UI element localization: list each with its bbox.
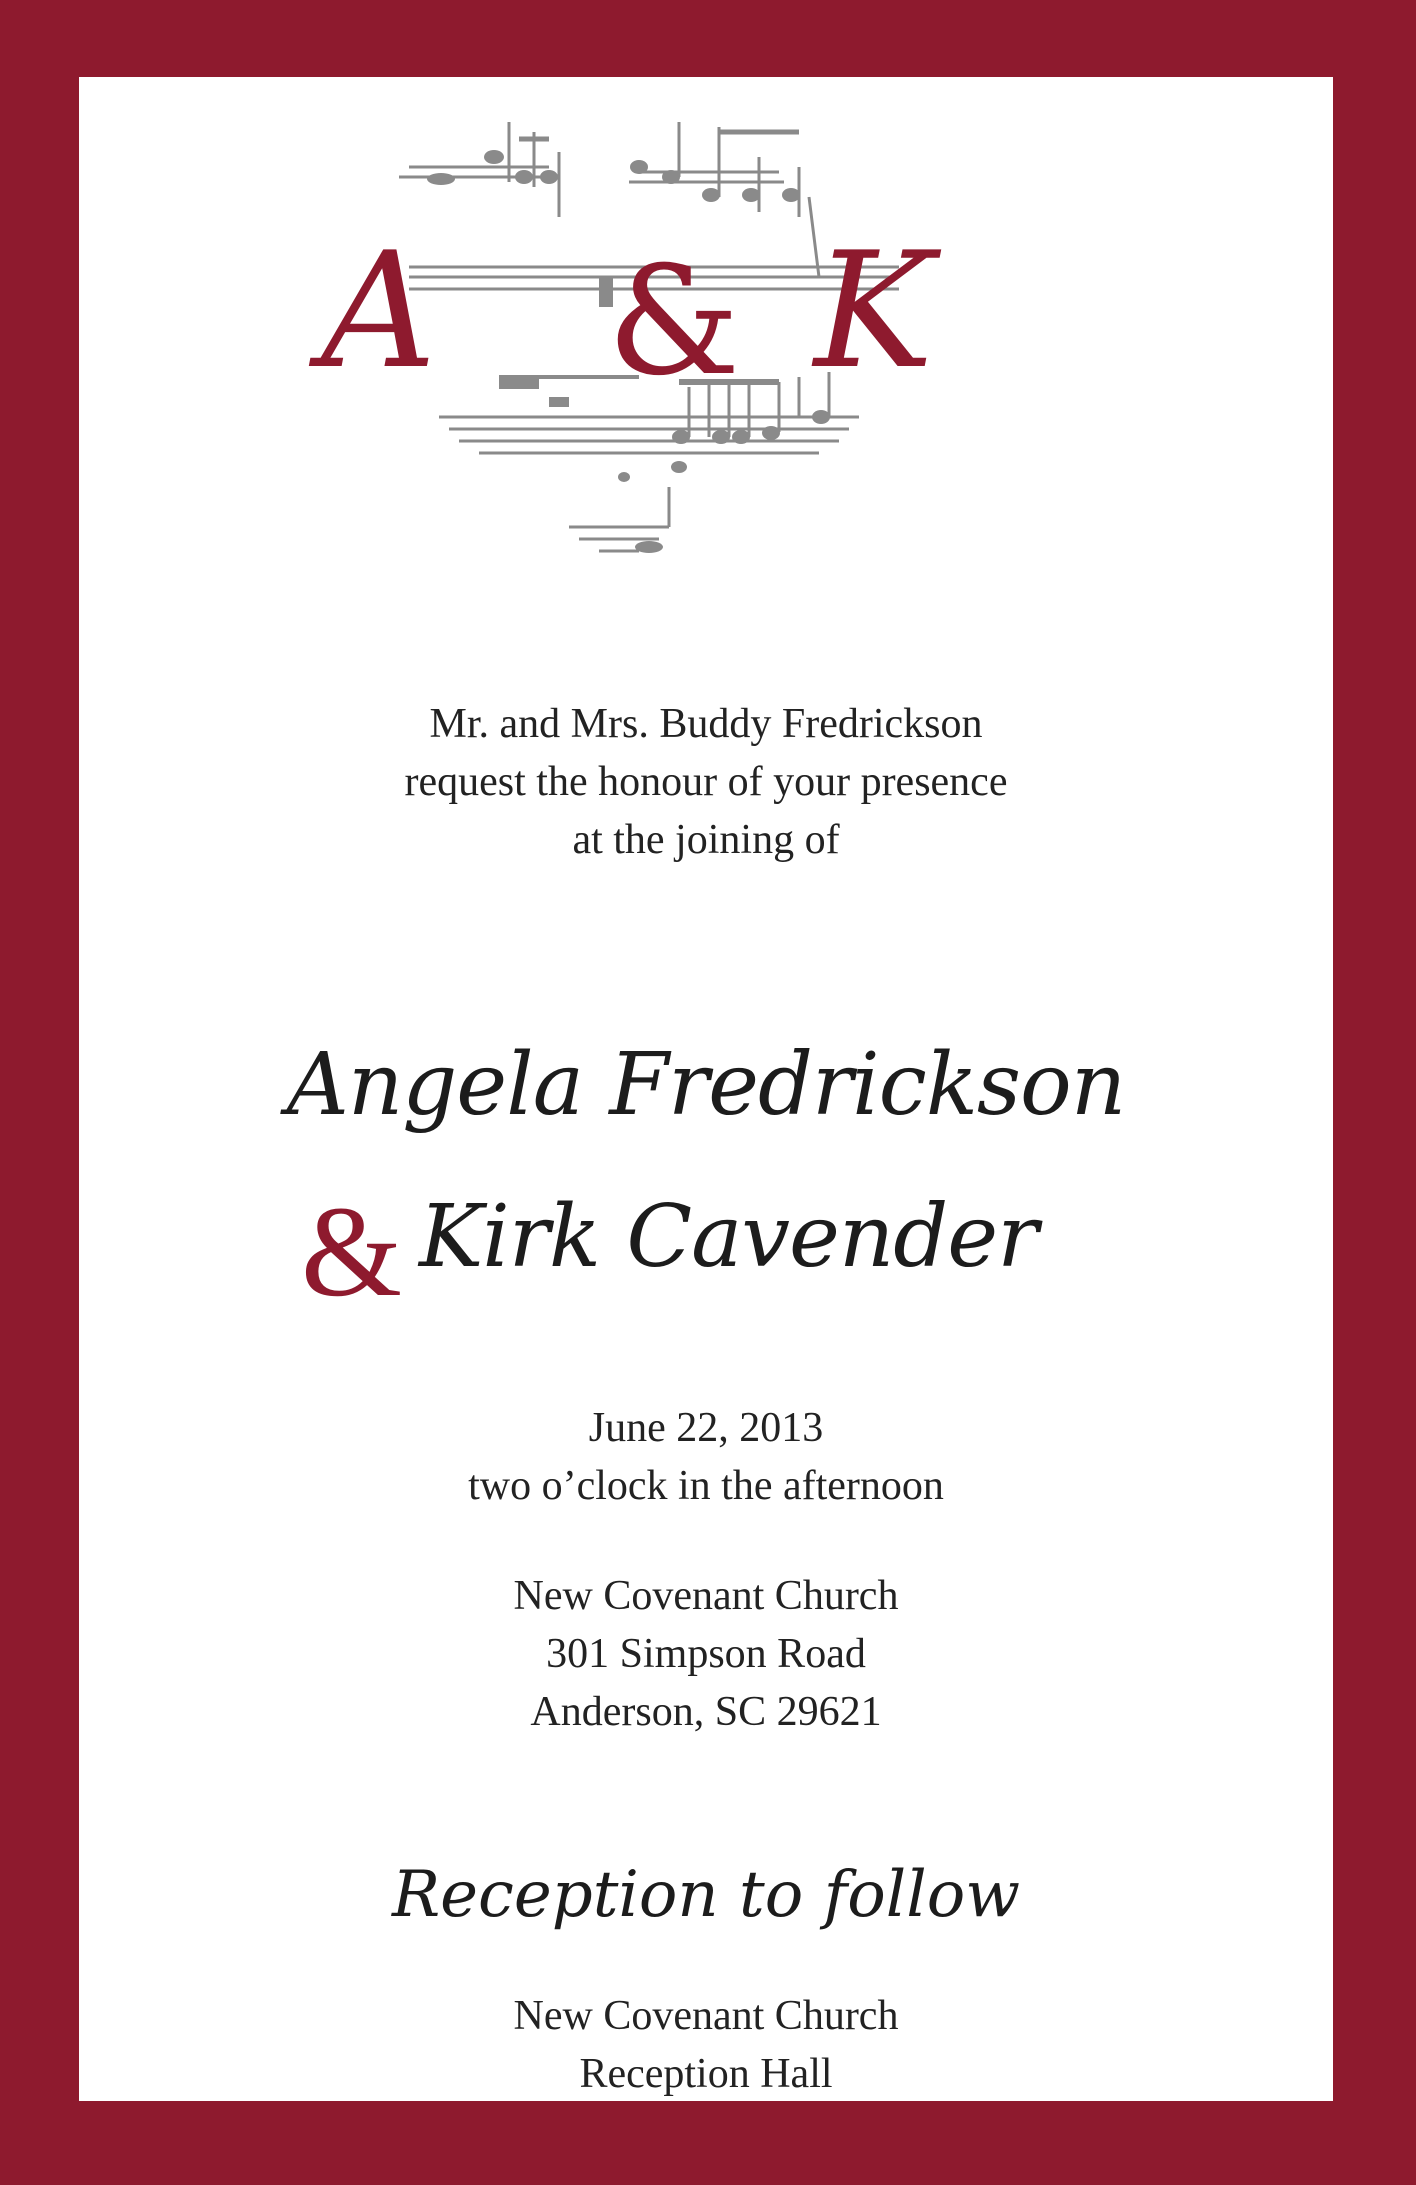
monogram-second-initial: K — [814, 217, 934, 404]
reception-heading: Reception to follow — [391, 1858, 1021, 1932]
couple-ampersand: & — [301, 1180, 403, 1324]
host-line: Mr. and Mrs. Buddy Fredrickson — [429, 701, 983, 747]
ceremony-venue — [79, 1567, 1333, 1741]
request-line: request the honour of your presence — [404, 759, 1008, 805]
venue-street: 301 Simpson Road — [546, 1631, 866, 1677]
venue-city: Anderson, SC 29621 — [530, 1689, 882, 1735]
date-block — [79, 1399, 1333, 1515]
host-block — [79, 695, 1333, 869]
invitation-panel — [79, 77, 1333, 2101]
monogram — [79, 77, 1333, 637]
reception-venue-name: New Covenant Church — [513, 1993, 899, 2039]
wedding-time: two o’clock in the afternoon — [468, 1463, 944, 1509]
reception-room: Reception Hall — [579, 2051, 833, 2097]
wedding-date: June 22, 2013 — [588, 1405, 824, 1451]
joining-line: at the joining of — [572, 817, 840, 863]
reception-venue — [79, 1987, 1333, 2103]
monogram-first-initial: A — [321, 217, 437, 404]
bride-name: Angela Fredrickson — [286, 1035, 1126, 1135]
venue-name: New Covenant Church — [513, 1573, 899, 1619]
groom-name: Kirk Cavender — [419, 1187, 1038, 1287]
monogram-ampersand: & — [607, 235, 741, 409]
